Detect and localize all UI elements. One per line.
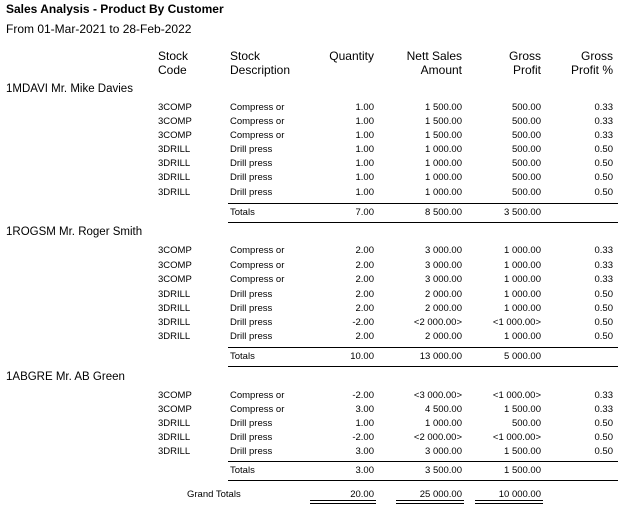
subtotal-rule (228, 347, 618, 348)
stock-description: Compress or (230, 116, 285, 127)
nett-sales: 3 000.00 (425, 274, 462, 285)
stock-code: 3COMP (158, 130, 192, 141)
quantity: 1.00 (355, 172, 374, 183)
totals-nett-sales: 3 500.00 (425, 465, 462, 476)
stock-description: Compress or (230, 260, 285, 271)
header-stock-description-line2: Description (230, 63, 291, 77)
stock-description: Compress or (230, 245, 285, 256)
gross-profit: <1 000.00> (492, 390, 541, 401)
quantity: 1.00 (355, 102, 374, 113)
header-gross-profit-pct-line1: Gross (580, 49, 613, 63)
stock-description: Drill press (230, 446, 273, 457)
gross-profit: 1 500.00 (504, 446, 541, 457)
totals-quantity: 10.00 (350, 351, 374, 362)
quantity: 1.00 (355, 130, 374, 141)
stock-code: 3DRILL (158, 289, 191, 300)
gross-profit-pct: 0.50 (594, 418, 613, 429)
quantity: 2.00 (355, 303, 374, 314)
gross-profit: 500.00 (511, 116, 541, 127)
totals-nett-sales: 8 500.00 (425, 207, 462, 218)
gross-profit-pct: 0.50 (594, 303, 613, 314)
gross-profit: 1 000.00 (504, 331, 541, 342)
report-title: Sales Analysis - Product By Customer (6, 2, 224, 16)
gross-profit-pct: 0.50 (594, 446, 613, 457)
stock-description: Drill press (230, 418, 273, 429)
totals-label: Totals (230, 351, 255, 362)
stock-description: Compress or (230, 404, 285, 415)
quantity: 1.00 (355, 418, 374, 429)
gross-profit-pct: 0.33 (594, 404, 613, 415)
quantity: 1.00 (355, 158, 374, 169)
stock-code: 3DRILL (158, 446, 191, 457)
table-row (0, 187, 618, 201)
gross-profit-pct: 0.33 (594, 102, 613, 113)
subtotal-rule (228, 480, 618, 481)
quantity: 2.00 (355, 289, 374, 300)
subtotal-rule (228, 222, 618, 223)
totals-nett-sales: 13 000.00 (419, 351, 462, 362)
nett-sales: 1 500.00 (425, 130, 462, 141)
header-stock-description (230, 49, 290, 77)
header-gross-profit-pct (571, 49, 613, 77)
header-gross-profit-line1: Gross (508, 49, 541, 63)
stock-code: 3COMP (158, 404, 192, 415)
subtotal-rule (228, 203, 618, 204)
table-row (0, 289, 618, 303)
stock-code: 3COMP (158, 274, 192, 285)
gross-profit-pct: 0.50 (594, 158, 613, 169)
grand-total-double-rule (475, 500, 543, 504)
table-row (0, 260, 618, 274)
stock-description: Drill press (230, 331, 273, 342)
table-row (0, 158, 618, 172)
table-row (0, 331, 618, 345)
nett-sales: 1 000.00 (425, 144, 462, 155)
nett-sales: <2 000.00> (413, 432, 462, 443)
totals-row (0, 465, 618, 479)
nett-sales: 2 000.00 (425, 289, 462, 300)
stock-description: Compress or (230, 274, 285, 285)
table-row (0, 274, 618, 288)
quantity: 3.00 (355, 404, 374, 415)
gross-profit: 500.00 (511, 418, 541, 429)
nett-sales: 2 000.00 (425, 331, 462, 342)
stock-code: 3DRILL (158, 303, 191, 314)
table-row (0, 303, 618, 317)
header-gross-profit-line2: Profit (512, 63, 541, 77)
stock-description: Drill press (230, 187, 273, 198)
stock-description: Drill press (230, 144, 273, 155)
gross-profit-pct: 0.50 (594, 317, 613, 328)
table-row (0, 404, 618, 418)
stock-code: 3DRILL (158, 158, 191, 169)
nett-sales: 1 000.00 (425, 187, 462, 198)
table-row (0, 432, 618, 446)
gross-profit: 500.00 (511, 130, 541, 141)
nett-sales: 1 000.00 (425, 158, 462, 169)
stock-description: Drill press (230, 172, 273, 183)
gross-profit: 500.00 (511, 172, 541, 183)
table-row (0, 102, 618, 116)
customer-group-name: 1ABGRE Mr. AB Green (6, 371, 125, 383)
stock-code: 3DRILL (158, 331, 191, 342)
gross-profit: 500.00 (511, 102, 541, 113)
gross-profit-pct: 0.50 (594, 187, 613, 198)
quantity: 1.00 (355, 116, 374, 127)
grand-total-double-rule (310, 500, 376, 504)
quantity: -2.00 (352, 432, 374, 443)
totals-gross-profit: 5 000.00 (504, 351, 541, 362)
gross-profit-pct: 0.33 (594, 274, 613, 285)
grand-totals-nett-sales: 25 000.00 (419, 489, 462, 500)
customer-group-name: 1ROGSM Mr. Roger Smith (6, 226, 143, 238)
grand-totals-quantity: 20.00 (350, 489, 374, 500)
header-quantity (329, 49, 374, 63)
gross-profit-pct: 0.33 (594, 130, 613, 141)
table-row (0, 116, 618, 130)
totals-gross-profit: 1 500.00 (504, 465, 541, 476)
header-quantity-line1: Quantity (329, 49, 374, 63)
header-stock-code (158, 49, 188, 77)
stock-description: Drill press (230, 432, 273, 443)
stock-code: 3COMP (158, 245, 192, 256)
gross-profit: 500.00 (511, 144, 541, 155)
gross-profit: <1 000.00> (492, 317, 541, 328)
grand-total-double-rule (396, 500, 464, 504)
gross-profit: 500.00 (511, 187, 541, 198)
table-row (0, 245, 618, 259)
gross-profit: 1 000.00 (504, 274, 541, 285)
gross-profit-pct: 0.33 (594, 390, 613, 401)
header-nett-sales-line2: Amount (420, 63, 462, 77)
nett-sales: <3 000.00> (413, 390, 462, 401)
gross-profit: 500.00 (511, 158, 541, 169)
table-row (0, 317, 618, 331)
stock-description: Compress or (230, 390, 285, 401)
gross-profit-pct: 0.50 (594, 289, 613, 300)
quantity: 2.00 (355, 260, 374, 271)
nett-sales: 3 000.00 (425, 245, 462, 256)
gross-profit-pct: 0.50 (594, 432, 613, 443)
gross-profit: 1 000.00 (504, 289, 541, 300)
table-row (0, 144, 618, 158)
table-row (0, 446, 618, 460)
quantity: 2.00 (355, 331, 374, 342)
nett-sales: 3 000.00 (425, 446, 462, 457)
header-stock-code-line1: Stock (158, 49, 189, 63)
stock-code: 3DRILL (158, 418, 191, 429)
stock-code: 3COMP (158, 260, 192, 271)
stock-code: 3COMP (158, 102, 192, 113)
subtotal-rule (228, 366, 618, 367)
stock-description: Drill press (230, 303, 273, 314)
totals-quantity: 3.00 (355, 465, 374, 476)
gross-profit: 1 000.00 (504, 303, 541, 314)
gross-profit-pct: 0.50 (594, 172, 613, 183)
nett-sales: 1 000.00 (425, 418, 462, 429)
totals-gross-profit: 3 500.00 (504, 207, 541, 218)
quantity: 3.00 (355, 446, 374, 457)
nett-sales: 3 000.00 (425, 260, 462, 271)
gross-profit-pct: 0.33 (594, 116, 613, 127)
stock-code: 3COMP (158, 116, 192, 127)
table-row (0, 130, 618, 144)
table-row (0, 172, 618, 186)
stock-code: 3DRILL (158, 187, 191, 198)
quantity: 2.00 (355, 245, 374, 256)
stock-code: 3DRILL (158, 317, 191, 328)
table-row (0, 390, 618, 404)
totals-label: Totals (230, 207, 255, 218)
table-row (0, 418, 618, 432)
totals-row (0, 351, 618, 365)
gross-profit: <1 000.00> (492, 432, 541, 443)
stock-description: Compress or (230, 130, 285, 141)
quantity: -2.00 (352, 317, 374, 328)
nett-sales: 1 500.00 (425, 102, 462, 113)
nett-sales: 2 000.00 (425, 303, 462, 314)
totals-row (0, 207, 618, 221)
header-nett-sales (407, 49, 462, 77)
stock-code: 3DRILL (158, 144, 191, 155)
quantity: 1.00 (355, 187, 374, 198)
stock-description: Drill press (230, 158, 273, 169)
header-nett-sales-line1: Nett Sales (406, 49, 462, 63)
header-gross-profit-pct-line2: Profit % (570, 63, 613, 77)
stock-description: Drill press (230, 317, 273, 328)
customer-group-name: 1MDAVI Mr. Mike Davies (6, 83, 133, 95)
header-stock-description-line1: Stock (230, 49, 261, 63)
stock-code: 3COMP (158, 390, 192, 401)
gross-profit-pct: 0.50 (594, 331, 613, 342)
totals-quantity: 7.00 (355, 207, 374, 218)
header-gross-profit (509, 49, 541, 77)
nett-sales: 4 500.00 (425, 404, 462, 415)
subtotal-rule (228, 461, 618, 462)
gross-profit: 1 500.00 (504, 404, 541, 415)
gross-profit: 1 000.00 (504, 260, 541, 271)
stock-code: 3DRILL (158, 172, 191, 183)
gross-profit-pct: 0.33 (594, 245, 613, 256)
gross-profit-pct: 0.33 (594, 260, 613, 271)
quantity: 1.00 (355, 144, 374, 155)
gross-profit-pct: 0.50 (594, 144, 613, 155)
quantity: -2.00 (352, 390, 374, 401)
report-period: From 01-Mar-2021 to 28-Feb-2022 (6, 22, 192, 36)
gross-profit: 1 000.00 (504, 245, 541, 256)
stock-code: 3DRILL (158, 432, 191, 443)
grand-totals-label: Grand Totals (187, 489, 241, 500)
header-stock-code-line2: Code (158, 63, 187, 77)
nett-sales: 1 500.00 (425, 116, 462, 127)
grand-totals-gross-profit: 10 000.00 (498, 489, 541, 500)
stock-description: Compress or (230, 102, 285, 113)
nett-sales: 1 000.00 (425, 172, 462, 183)
stock-description: Drill press (230, 289, 273, 300)
totals-label: Totals (230, 465, 255, 476)
quantity: 2.00 (355, 274, 374, 285)
nett-sales: <2 000.00> (413, 317, 462, 328)
